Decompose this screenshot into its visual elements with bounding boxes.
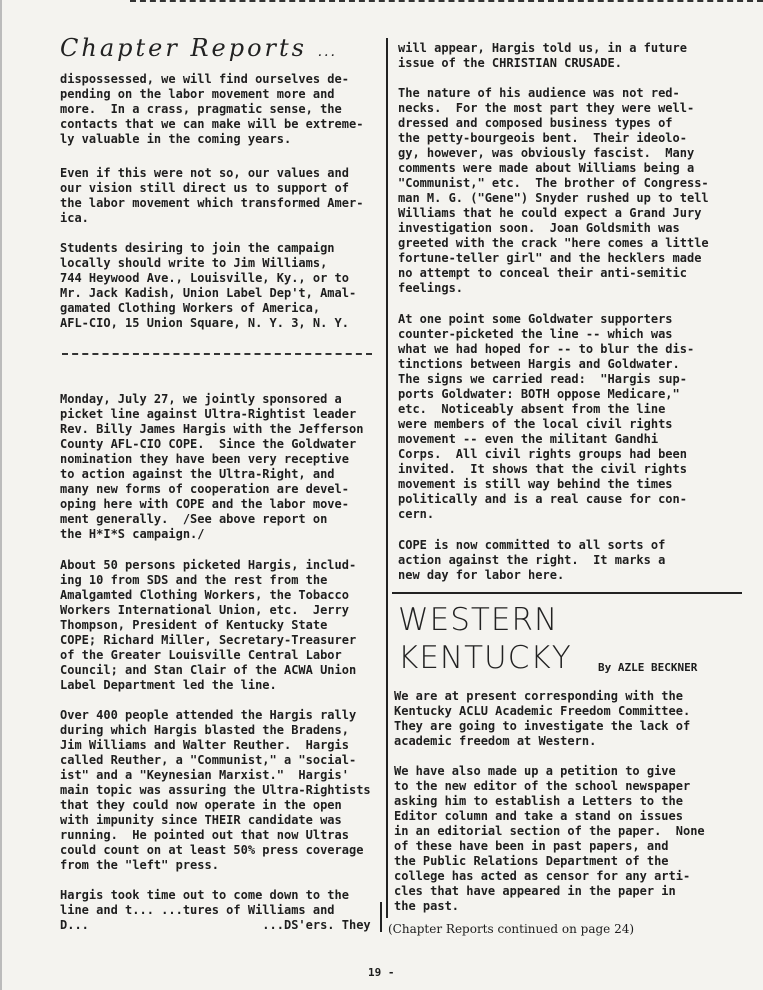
western-heading-line1: WESTERN <box>398 602 559 638</box>
western-paragraph-1: We are at present corresponding with the Kentucky ACLU Academic Freedom Committee. They are going to investigate the lack of academic freedom at Western. <box>394 689 691 748</box>
column-divider <box>386 38 388 918</box>
left-paragraph-5: About 50 persons picketed Hargis, includ- ing 10 from SDS and the rest from the Amalgamted Clothing Workers, the Tobacco Workers International Union, etc. Jerry Thompson, President of Kentucky State COPE; Richard Miller, Secretary-Treasurer of the Greater Louisville Central Labor Council; and Stan Clair of the ACWA Union Label Department led the line. <box>60 558 357 692</box>
left-paragraph-1: dispossessed, we will find ourselves de- pending on the labor movement more and more. In a crass, pragmatic sense, the contacts that we can make will be extreme- ly valuable in the coming years. <box>60 72 364 146</box>
right-paragraph-1: will appear, Hargis told us, in a future issue of the CHRISTIAN CRUSADE. <box>398 41 687 70</box>
lower-divider <box>380 902 382 932</box>
page-edge <box>0 0 2 990</box>
left-paragraph-2: Even if this were not so, our values and our vision still direct us to support of the labor movement which transformed Amer- ica. <box>60 166 364 225</box>
western-heading-line2: KENTUCKY <box>398 640 572 676</box>
right-paragraph-2: The nature of his audience was not red- necks. For the most part they were well- dressed and composed business types of the petty-bourgeois bent. Their ideolo- gy, however, was obviously fascist. Many comments were made about Williams being a "Communist," etc. The brother of Congress- man M. G. ("Gene") Snyder rushed up to tell Williams that he could expect a Grand Jury investigation soon. Joan Goldsmith was greeted with the crack "here comes a little fortune-teller girl" and the hecklers made no attempt to conceal their anti-semitic feelings. <box>398 86 709 295</box>
heading-dots: ... <box>317 44 337 60</box>
right-paragraph-4: COPE is now committed to all sorts of action against the right. It marks a new day for labor here. <box>398 538 666 582</box>
left-paragraph-7: Hargis took time out to come down to the line and t... ...tures of Williams and D... ...DS'ers. They <box>60 888 371 932</box>
left-paragraph-3: Students desiring to join the campaign locally should write to Jim Williams, 744 Heywood Ave., Louisville, Ky., or to Mr. Jack Kadish, Union Label Dep't, Amal- gamated Clothing Workers of America, AFL-CIO, 15 Union Square, N. Y. 3, N. Y. <box>60 241 357 330</box>
right-paragraph-3: At one point some Goldwater supporters counter-picketed the line -- which was what we had hoped for -- to blur the dis- tinctions between Hargis and Goldwater. The signs we carried read: "Hargis sup- ports Goldwater: BOTH oppose Medicare," etc. Noticeably absent from the line were members of the local civil rights movement -- even the militant Gandhi Corps. All civil rights groups had been invited. It shows that the civil rights movement is still way behind the times politically and is a real cause for con- cern. <box>398 312 695 521</box>
section-separator <box>62 353 372 355</box>
page-number: 19 - <box>368 966 395 979</box>
section-heading <box>60 34 337 62</box>
section-rule <box>392 592 742 594</box>
left-paragraph-4: Monday, July 27, we jointly sponsored a picket line against Ultra-Rightist leader Rev. Billy James Hargis with the Jefferson County AFL-CIO COPE. Since the Goldwater nomination they have been very receptive to action against the Ultra-Right, and many new forms of cooperation are devel- oping here with COPE and the labor move- ment generally. /See above report on the H*I*S campaign./ <box>60 392 364 541</box>
top-dashed-rule <box>130 0 763 2</box>
western-paragraph-2: We have also made up a petition to give to the new editor of the school newspaper asking him to establish a Letters to the Editor column and take a stand on issues in an editorial section of the paper. None of these have been in past papers, and the Public Relations Department of the college has acted as censor for any arti- cles that have appeared in the paper in the past. <box>394 764 705 913</box>
byline: By AZLE BECKNER <box>598 661 698 674</box>
continued-note: (Chapter Reports continued on page 24) <box>388 922 635 936</box>
heading-title: Chapter Reports <box>60 34 307 62</box>
left-paragraph-6: Over 400 people attended the Hargis rally during which Hargis blasted the Bradens, Jim Williams and Walter Reuther. Hargis called Reuther, a "Communist," a "social- ist" and a "Keynesian Marxist." Hargis' main topic was assuring the Ultra-Rightists that they could now operate in the open with impunity since THEIR candidate was running. He pointed out that now Ultras could count on at least 50% press coverage from the "left" press. <box>60 708 371 872</box>
